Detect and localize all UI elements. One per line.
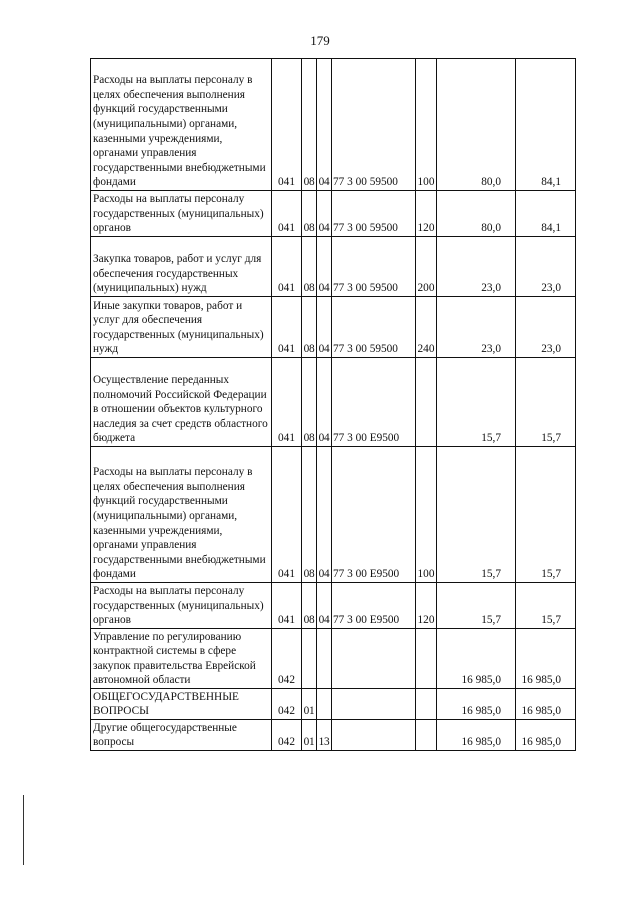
expense-type-code bbox=[416, 720, 437, 751]
table-row bbox=[91, 720, 576, 751]
amount-year-1: 23,0 bbox=[437, 237, 516, 297]
subsection-code: 04 bbox=[317, 59, 332, 191]
grbs-code: 041 bbox=[272, 297, 302, 358]
amount-year-1: 15,7 bbox=[437, 583, 516, 629]
target-article-code: 77 3 00 59500 bbox=[332, 191, 416, 237]
table-row bbox=[91, 447, 576, 583]
expense-name: Осуществление переданных полномочий Российской Федерации в отношении объектов культурного наследия за счет средств областного бюджета bbox=[91, 358, 272, 447]
expense-name: Управление по регулированию контрактной системы в сфере закупок правительства Еврейской автономной области bbox=[91, 629, 272, 689]
amount-year-1: 15,7 bbox=[437, 447, 516, 583]
grbs-code: 042 bbox=[272, 720, 302, 751]
target-article-code: 77 3 00 59500 bbox=[332, 297, 416, 358]
target-article-code bbox=[332, 629, 416, 689]
expense-type-code: 200 bbox=[416, 237, 437, 297]
section-code: 01 bbox=[302, 689, 317, 720]
table-row bbox=[91, 583, 576, 629]
table-row bbox=[91, 297, 576, 358]
section-code bbox=[302, 629, 317, 689]
amount-year-1: 15,7 bbox=[437, 358, 516, 447]
grbs-code: 041 bbox=[272, 447, 302, 583]
target-article-code bbox=[332, 720, 416, 751]
grbs-code: 041 bbox=[272, 59, 302, 191]
amount-year-2: 23,0 bbox=[516, 237, 576, 297]
subsection-code: 04 bbox=[317, 583, 332, 629]
table-row bbox=[91, 59, 576, 191]
expense-type-code bbox=[416, 629, 437, 689]
target-article-code: 77 3 00 59500 bbox=[332, 237, 416, 297]
subsection-code: 04 bbox=[317, 447, 332, 583]
grbs-code: 042 bbox=[272, 689, 302, 720]
amount-year-1: 16 985,0 bbox=[437, 720, 516, 751]
page-number: 179 bbox=[310, 33, 330, 48]
amount-year-1: 16 985,0 bbox=[437, 689, 516, 720]
amount-year-1: 23,0 bbox=[437, 297, 516, 358]
amount-year-1: 80,0 bbox=[437, 191, 516, 237]
subsection-code: 04 bbox=[317, 297, 332, 358]
table-row bbox=[91, 191, 576, 237]
expense-type-code bbox=[416, 358, 437, 447]
margin-line bbox=[23, 795, 24, 865]
amount-year-2: 16 985,0 bbox=[516, 629, 576, 689]
target-article-code bbox=[332, 689, 416, 720]
target-article-code: 77 3 00 E9500 bbox=[332, 447, 416, 583]
amount-year-2: 15,7 bbox=[516, 583, 576, 629]
table-row bbox=[91, 629, 576, 689]
grbs-code: 041 bbox=[272, 191, 302, 237]
section-code: 08 bbox=[302, 59, 317, 191]
expense-name: Расходы на выплаты персоналу в целях обеспечения выполнения функций государственными (муниципальными) органами, казенными учреждениями, органами управления государственными внебюджетными фондами bbox=[91, 59, 272, 191]
expense-type-code: 100 bbox=[416, 59, 437, 191]
subsection-code bbox=[317, 689, 332, 720]
grbs-code: 041 bbox=[272, 237, 302, 297]
grbs-code: 042 bbox=[272, 629, 302, 689]
expense-name: ОБЩЕГОСУДАРСТВЕННЫЕ ВОПРОСЫ bbox=[91, 689, 272, 720]
expense-type-code: 240 bbox=[416, 297, 437, 358]
amount-year-1: 16 985,0 bbox=[437, 629, 516, 689]
budget-table bbox=[90, 58, 576, 751]
section-code: 08 bbox=[302, 583, 317, 629]
table-row bbox=[91, 237, 576, 297]
expense-type-code: 120 bbox=[416, 191, 437, 237]
expense-name: Другие общегосударственные вопросы bbox=[91, 720, 272, 751]
amount-year-2: 84,1 bbox=[516, 191, 576, 237]
expense-type-code bbox=[416, 689, 437, 720]
subsection-code: 04 bbox=[317, 358, 332, 447]
table-row bbox=[91, 689, 576, 720]
amount-year-2: 16 985,0 bbox=[516, 720, 576, 751]
table-row bbox=[91, 358, 576, 447]
section-code: 08 bbox=[302, 297, 317, 358]
target-article-code: 77 3 00 E9500 bbox=[332, 583, 416, 629]
grbs-code: 041 bbox=[272, 358, 302, 447]
section-code: 08 bbox=[302, 191, 317, 237]
target-article-code: 77 3 00 59500 bbox=[332, 59, 416, 191]
section-code: 08 bbox=[302, 447, 317, 583]
expense-name: Расходы на выплаты персоналу в целях обеспечения выполнения функций государственными (муниципальными) органами, казенными учреждениями, органами управления государственными внебюджетными фондами bbox=[91, 447, 272, 583]
expense-name: Закупка товаров, работ и услуг для обеспечения государственных (муниципальных) нужд bbox=[91, 237, 272, 297]
subsection-code: 13 bbox=[317, 720, 332, 751]
amount-year-2: 15,7 bbox=[516, 447, 576, 583]
expense-name: Иные закупки товаров, работ и услуг для обеспечения государственных (муниципальных) нужд bbox=[91, 297, 272, 358]
expense-type-code: 120 bbox=[416, 583, 437, 629]
amount-year-2: 15,7 bbox=[516, 358, 576, 447]
expense-name: Расходы на выплаты персоналу государственных (муниципальных) органов bbox=[91, 191, 272, 237]
section-code: 01 bbox=[302, 720, 317, 751]
subsection-code: 04 bbox=[317, 191, 332, 237]
expense-type-code: 100 bbox=[416, 447, 437, 583]
grbs-code: 041 bbox=[272, 583, 302, 629]
subsection-code: 04 bbox=[317, 237, 332, 297]
subsection-code bbox=[317, 629, 332, 689]
section-code: 08 bbox=[302, 237, 317, 297]
amount-year-2: 84,1 bbox=[516, 59, 576, 191]
amount-year-2: 16 985,0 bbox=[516, 689, 576, 720]
target-article-code: 77 3 00 E9500 bbox=[332, 358, 416, 447]
amount-year-2: 23,0 bbox=[516, 297, 576, 358]
amount-year-1: 80,0 bbox=[437, 59, 516, 191]
section-code: 08 bbox=[302, 358, 317, 447]
expense-name: Расходы на выплаты персоналу государственных (муниципальных) органов bbox=[91, 583, 272, 629]
